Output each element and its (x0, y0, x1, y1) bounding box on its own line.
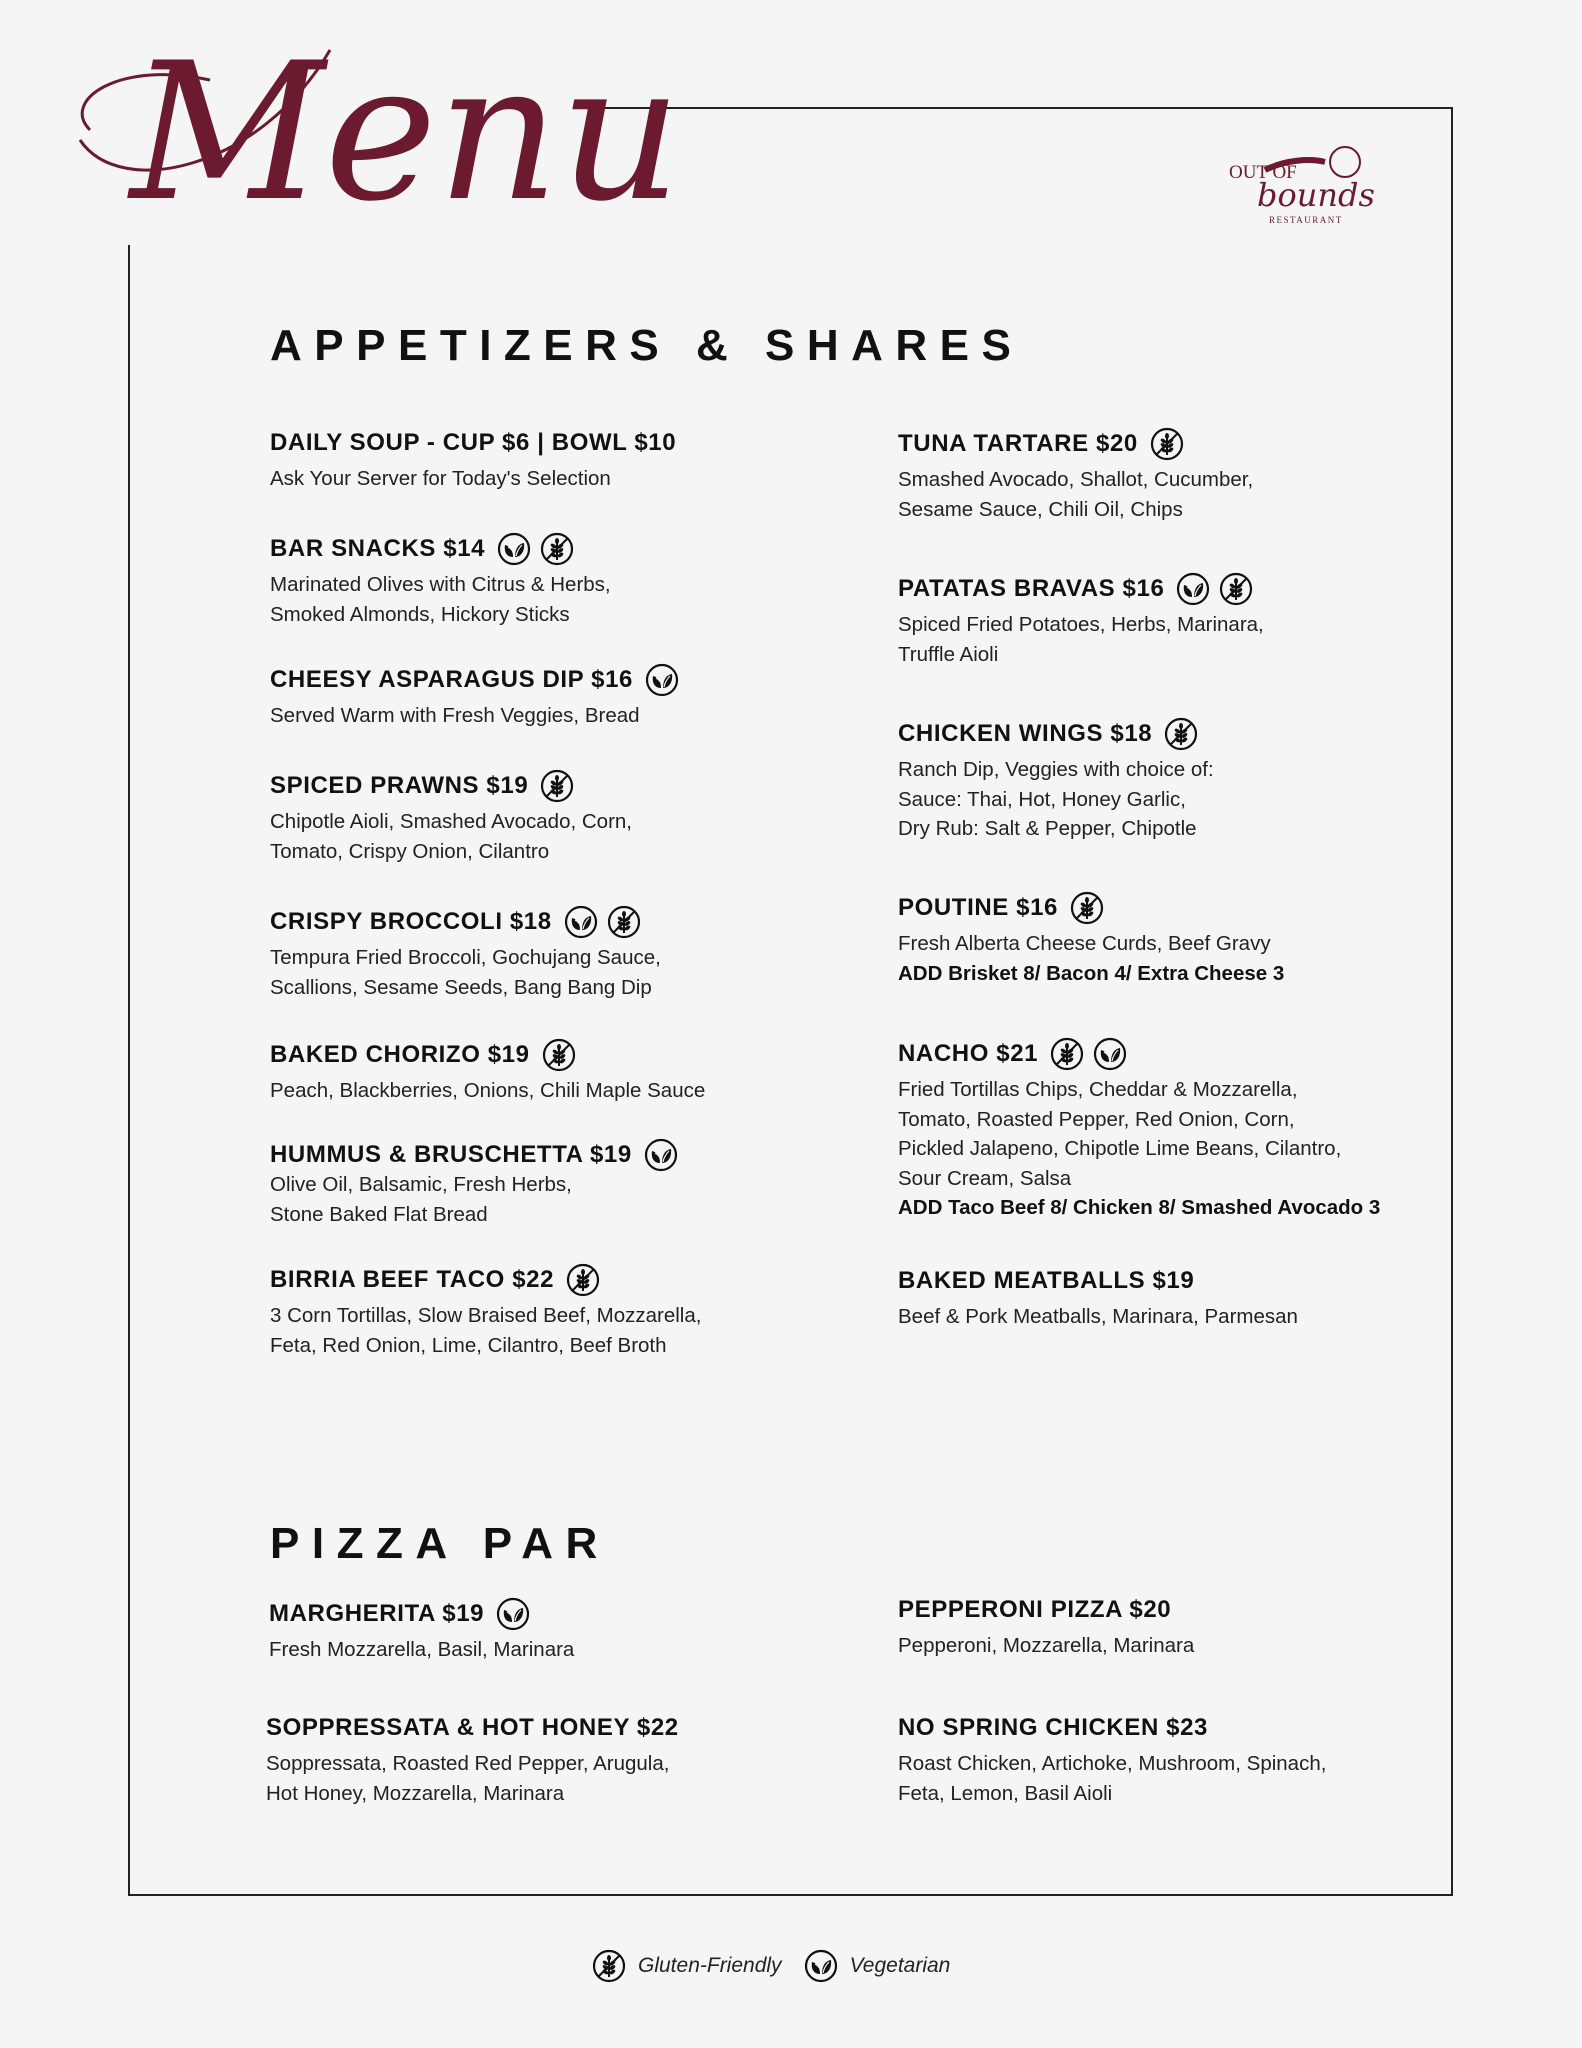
menu-item-description: Olive Oil, Balsamic, Fresh Herbs, (270, 1173, 572, 1196)
menu-item (898, 1711, 1458, 1808)
menu-item-title (898, 1593, 1458, 1627)
menu-item-description: Sesame Sauce, Chili Oil, Chips (898, 497, 1183, 521)
menu-item-description: Hot Honey, Mozzarella, Marinara (266, 1781, 565, 1805)
vegetarian-icon (1176, 572, 1210, 606)
gluten-friendly-icon (542, 1038, 576, 1072)
menu-item-description: Beef & Pork Meatballs, Marinara, Parmesan (898, 1305, 1298, 1328)
vegetarian-icon (1093, 1037, 1127, 1071)
menu-item-title (270, 1263, 830, 1297)
menu-item-description: Chipotle Aioli, Smashed Avocado, Corn, (270, 810, 633, 833)
menu-item (270, 1138, 830, 1229)
menu-item-title (898, 717, 1458, 751)
menu-item-addons: ADD Taco Beef 8/ Chicken 8/ Smashed Avocado 3 (898, 1196, 1381, 1219)
gluten-friendly-icon (1050, 1037, 1084, 1071)
menu-item-description: Spiced Fried Potatoes, Herbs, Marinara, (898, 613, 1264, 636)
menu-item-title (270, 663, 830, 697)
menu-item-description: Fried Tortillas Chips, Cheddar & Mozzarella, (898, 1078, 1298, 1101)
menu-item-name-price: CHEESY ASPARAGUS DIP $16 (270, 666, 633, 693)
menu-item-title (898, 427, 1458, 461)
menu-item (898, 1593, 1458, 1661)
menu-item-description: Fresh Mozzarella, Basil, Marinara (269, 1638, 575, 1661)
gluten-friendly-icon (540, 532, 574, 566)
menu-item-title (898, 891, 1458, 925)
menu-item (270, 905, 830, 1002)
menu-item-description: Tomato, Crispy Onion, Cilantro (270, 839, 550, 863)
menu-item-title (269, 1597, 829, 1631)
menu-item (270, 1263, 830, 1360)
menu-item-description: Fresh Alberta Cheese Curds, Beef Gravy (898, 932, 1271, 955)
menu-item-description: Dry Rub: Salt & Pepper, Chipotle (898, 817, 1197, 840)
menu-item-name-price: POUTINE $16 (898, 894, 1058, 921)
logo-line3: RESTAURANT (1269, 215, 1343, 225)
gluten-friendly-icon (1164, 717, 1198, 751)
frame-border-bottom (128, 1894, 1453, 1896)
logo-line1: OUT OF (1229, 162, 1297, 183)
menu-item-name-price: BAR SNACKS $14 (270, 535, 486, 562)
gluten-friendly-icon (1150, 427, 1184, 461)
menu-item-description: Peach, Blackberries, Onions, Chili Maple Sauce (270, 1079, 706, 1102)
gluten-friendly-icon (592, 1949, 626, 1983)
menu-item (898, 717, 1458, 844)
menu-item-name-price: PATATAS BRAVAS $16 (898, 575, 1165, 602)
menu-item-description: Soppressata, Roasted Red Pepper, Arugula, (266, 1752, 670, 1775)
menu-item-description: Tempura Fried Broccoli, Gochujang Sauce, (270, 946, 661, 969)
menu-item (898, 427, 1458, 524)
menu-item (266, 1711, 826, 1808)
menu-item-title (270, 769, 830, 803)
menu-item-name-price: HUMMUS & BRUSCHETTA $19 (270, 1141, 632, 1168)
menu-item-description: Truffle Aioli (898, 642, 999, 666)
frame-border-left (128, 245, 130, 1896)
menu-item-name-price: CHICKEN WINGS $18 (898, 720, 1153, 747)
menu-item-description: Tomato, Roasted Pepper, Red Onion, Corn, (898, 1107, 1295, 1131)
menu-item-name-price: NO SPRING CHICKEN $23 (898, 1714, 1208, 1741)
menu-item-name-price: CRISPY BROCCOLI $18 (270, 908, 552, 935)
menu-item-name-price: NACHO $21 (898, 1040, 1039, 1067)
menu-item (270, 769, 830, 866)
menu-item (270, 426, 830, 494)
gluten-friendly-icon (540, 769, 574, 803)
menu-item (270, 1038, 830, 1106)
menu-item-name-price: MARGHERITA $19 (269, 1600, 485, 1627)
menu-item-name-price: DAILY SOUP - CUP $6 | BOWL $10 (270, 429, 677, 456)
menu-item (898, 572, 1458, 669)
menu-item-title (898, 1037, 1458, 1071)
menu-item-description: Sour Cream, Salsa (898, 1166, 1072, 1190)
menu-item-description: Scallions, Sesame Seeds, Bang Bang Dip (270, 975, 652, 999)
gluten-friendly-icon (607, 905, 641, 939)
menu-item (269, 1597, 829, 1665)
menu-item-description: Served Warm with Fresh Veggies, Bread (270, 704, 640, 727)
menu-item-description: Feta, Red Onion, Lime, Cilantro, Beef Broth (270, 1333, 667, 1357)
menu-item-description: Smashed Avocado, Shallot, Cucumber, (898, 468, 1254, 491)
menu-item (270, 663, 830, 731)
vegetarian-icon (644, 1138, 678, 1172)
menu-item-description: Feta, Lemon, Basil Aioli (898, 1781, 1113, 1805)
menu-item-name-price: BIRRIA BEEF TACO $22 (270, 1266, 555, 1293)
menu-item-name-price: BAKED MEATBALLS $19 (898, 1267, 1195, 1294)
menu-item-name-price: BAKED CHORIZO $19 (270, 1041, 530, 1068)
logo-line2: bounds (1257, 176, 1375, 214)
menu-item-title (266, 1711, 826, 1745)
menu-item (270, 532, 830, 629)
menu-item-description: 3 Corn Tortillas, Slow Braised Beef, Mozzarella, (270, 1304, 702, 1327)
menu-item-description: Roast Chicken, Artichoke, Mushroom, Spinach, (898, 1752, 1327, 1775)
vegetarian-icon (645, 663, 679, 697)
menu-item-description: Pickled Jalapeno, Chipotle Lime Beans, Cilantro, (898, 1137, 1342, 1160)
menu-item-description: Smoked Almonds, Hickory Sticks (270, 602, 570, 626)
menu-item-title (270, 1038, 830, 1072)
menu-item-title (270, 1138, 830, 1172)
gluten-friendly-icon (1070, 891, 1104, 925)
dietary-legend (592, 1949, 950, 1983)
menu-item-description: Marinated Olives with Citrus & Herbs, (270, 573, 611, 596)
menu-item-description: Sauce: Thai, Hot, Honey Garlic, (898, 787, 1186, 811)
section-title-pizza: PIZZA PAR (270, 1519, 610, 1568)
menu-item (898, 1037, 1458, 1223)
menu-script-title (60, 20, 682, 243)
vegetarian-icon (496, 1597, 530, 1631)
menu-item-title (898, 572, 1458, 606)
gluten-friendly-icon (566, 1263, 600, 1297)
menu-item-title (270, 426, 830, 460)
menu-title-text: Menu (130, 22, 682, 243)
menu-item-description: Ranch Dip, Veggies with choice of: (898, 758, 1214, 781)
menu-item-name-price: SOPPRESSATA & HOT HONEY $22 (266, 1714, 679, 1741)
menu-item-addons: ADD Brisket 8/ Bacon 4/ Extra Cheese 3 (898, 961, 1285, 985)
menu-item-description: Ask Your Server for Today's Selection (270, 467, 611, 490)
menu-item-title (898, 1264, 1458, 1298)
menu-item-description: Pepperoni, Mozzarella, Marinara (898, 1634, 1195, 1657)
menu-item-title (270, 532, 830, 566)
menu-item-title (270, 905, 830, 939)
vegetarian-icon (564, 905, 598, 939)
restaurant-logo (1225, 140, 1395, 230)
gluten-friendly-icon (1219, 572, 1253, 606)
legend-gluten-friendly: Gluten-Friendly (638, 1954, 782, 1977)
menu-item-title (898, 1711, 1458, 1745)
menu-item (898, 1264, 1458, 1332)
menu-item (898, 891, 1458, 988)
menu-item-name-price: PEPPERONI PIZZA $20 (898, 1596, 1172, 1623)
menu-item-description: Stone Baked Flat Bread (270, 1202, 488, 1226)
vegetarian-icon (804, 1949, 838, 1983)
menu-item-name-price: TUNA TARTARE $20 (898, 430, 1138, 457)
frame-border-top (590, 107, 1452, 109)
section-title-appetizers: APPETIZERS & SHARES (270, 321, 1024, 370)
menu-item-name-price: SPICED PRAWNS $19 (270, 772, 529, 799)
legend-vegetarian: Vegetarian (849, 1954, 951, 1977)
vegetarian-icon (497, 532, 531, 566)
